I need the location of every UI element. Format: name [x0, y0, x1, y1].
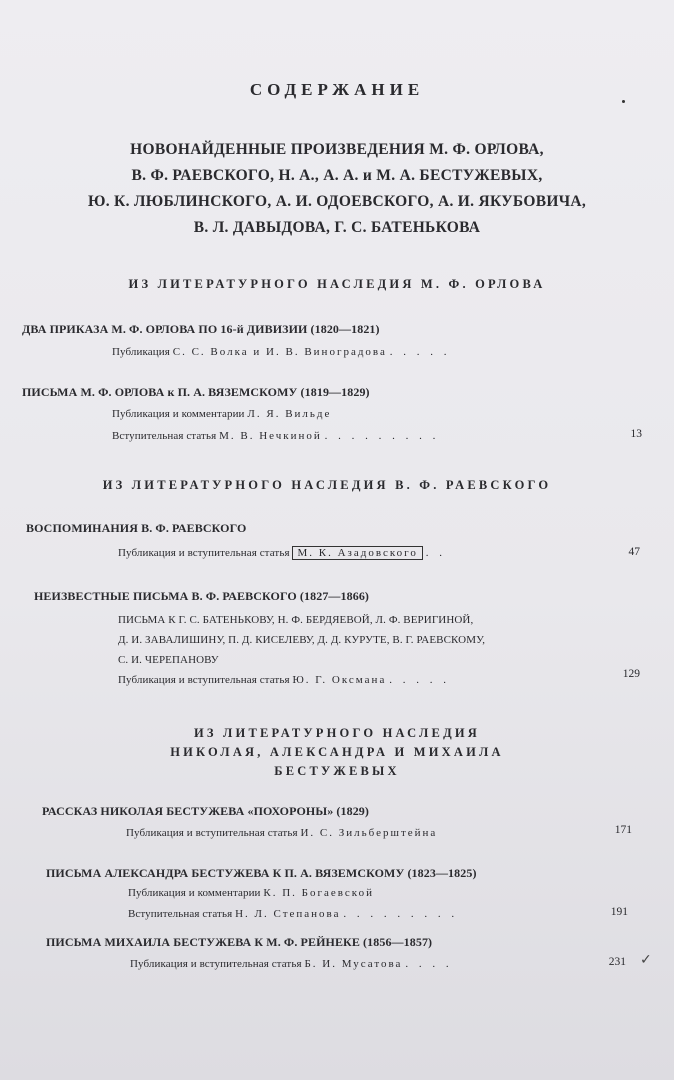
section-heading-orlov: ИЗ ЛИТЕРАТУРНОГО НАСЛЕДИЯ М. Ф. ОРЛОВА [128, 277, 546, 291]
main-heading-line-3: Ю. К. ЛЮБЛИНСКОГО, А. И. ОДОЕВСКОГО, А. И. ЯКУБОВИЧА, [87, 193, 587, 210]
letters-line-2: Д. И. ЗАВАЛИШИНУ, П. Д. КИСЕЛЕВУ, Д. Д. КУРУТЕ, В. Г. РАЕВСКОМУ, [118, 634, 486, 646]
letters-line-1: ПИСЬМА К Г. С. БАТЕНЬКОВУ, Н. Ф. БЕРДЯЕВОЙ, Л. Ф. ВЕРИГИНОЙ, [118, 614, 474, 626]
entry-title: НЕИЗВЕСТНЫЕ ПИСЬМА В. Ф. РАЕВСКОГО (1827—1866) [34, 589, 370, 603]
intro-line [128, 908, 458, 920]
entry-title: ПИСЬМА АЛЕКСАНДРА БЕСТУЖЕВА К П. А. ВЯЗЕМСКОМУ (1823—1825) [46, 866, 477, 880]
publication-line [118, 547, 446, 559]
entry-title: ПИСЬМА МИХАИЛА БЕСТУЖЕВА К М. Ф. РЕЙНЕКЕ (1856—1857) [46, 935, 433, 949]
intro-line [112, 430, 439, 442]
page-number: 129 [622, 668, 640, 680]
page-number: 191 [610, 906, 628, 918]
intro-label: Вступительная статья [112, 430, 217, 442]
publication-label: Публикация [112, 346, 170, 358]
entry-title: РАССКАЗ НИКОЛАЯ БЕСТУЖЕВА «ПОХОРОНЫ» (1829) [42, 804, 369, 818]
intro-label: Вступительная статья [128, 908, 233, 920]
publication-line [112, 408, 331, 420]
dot-leader: . . . . . . . . . [343, 908, 459, 920]
publication-line [130, 958, 453, 970]
publication-label: Публикация и комментарии [112, 408, 245, 420]
dot-leader: . . [425, 547, 446, 559]
main-heading-line-4: В. Л. ДАВЫДОВА, Г. С. БАТЕНЬКОВА [193, 219, 481, 236]
dot-leader: . . . . . . . . . [324, 430, 440, 442]
ink-speck [622, 100, 625, 103]
publication-label: Публикация и вступительная статья [130, 958, 302, 970]
entry-title: ДВА ПРИКАЗА М. Ф. ОРЛОВА ПО 16-й ДИВИЗИИ (1820—1821) [22, 322, 380, 336]
publication-label: Публикация и вступительная статья [118, 547, 290, 559]
intro-authors: М. В. Нечкиной [219, 430, 322, 442]
publication-line [126, 827, 437, 839]
page-number: 13 [630, 428, 642, 440]
publication-authors: И. С. Зильберштейна [300, 827, 438, 839]
section-heading-bestuzhev-line-1: ИЗ ЛИТЕРАТУРНОГО НАСЛЕДИЯ [193, 726, 481, 740]
main-heading-line-2: В. Ф. РАЕВСКОГО, Н. А., А. А. и М. А. БЕСТУЖЕВЫХ, [131, 167, 543, 184]
section-heading-raevsky: ИЗ ЛИТЕРАТУРНОГО НАСЛЕДИЯ В. Ф. РАЕВСКОГО [102, 478, 552, 492]
dot-leader: . . . . . [389, 346, 451, 358]
publication-authors: Ю. Г. Оксмана [292, 674, 387, 686]
page-number: 47 [628, 546, 640, 558]
entry-title: ВОСПОМИНАНИЯ В. Ф. РАЕВСКОГО [26, 521, 247, 535]
publication-authors: С. С. Волка и И. В. Виноградова [172, 346, 387, 358]
publication-line [118, 674, 450, 686]
page-title: СОДЕРЖАНИЕ [249, 80, 425, 99]
letters-line-3: С. И. ЧЕРЕПАНОВУ [118, 654, 219, 666]
dot-leader: . . . . . [389, 674, 450, 686]
intro-authors: Н. Л. Степанова [235, 908, 341, 920]
section-heading-bestuzhev-line-2: НИКОЛАЯ, АЛЕКСАНДРА И МИХАИЛА [170, 745, 504, 759]
publication-line [112, 346, 450, 358]
dot-leader: . . . . [405, 958, 453, 970]
page-number: 171 [614, 824, 632, 836]
publication-authors: К. П. Богаевской [263, 887, 374, 899]
main-heading-line-1: НОВОНАЙДЕННЫЕ ПРОИЗВЕДЕНИЯ М. Ф. ОРЛОВА, [130, 141, 544, 158]
publication-authors: Л. Я. Вильде [247, 408, 332, 420]
check-mark-icon: ✓ [640, 952, 652, 968]
publication-label: Публикация и вступительная статья [126, 827, 298, 839]
publication-line [128, 887, 374, 899]
publication-label: Публикация и комментарии [128, 887, 261, 899]
publication-authors-boxed: М. К. Азадовского [292, 546, 422, 560]
publication-label: Публикация и вступительная статья [118, 674, 290, 686]
section-heading-bestuzhev-line-3: БЕСТУЖЕВЫХ [274, 764, 400, 778]
publication-authors: Б. И. Мусатова [304, 958, 403, 970]
entry-title: ПИСЬМА М. Ф. ОРЛОВА к П. А. ВЯЗЕМСКОМУ (1819—1829) [22, 385, 370, 399]
page-number: 231 [608, 956, 626, 968]
